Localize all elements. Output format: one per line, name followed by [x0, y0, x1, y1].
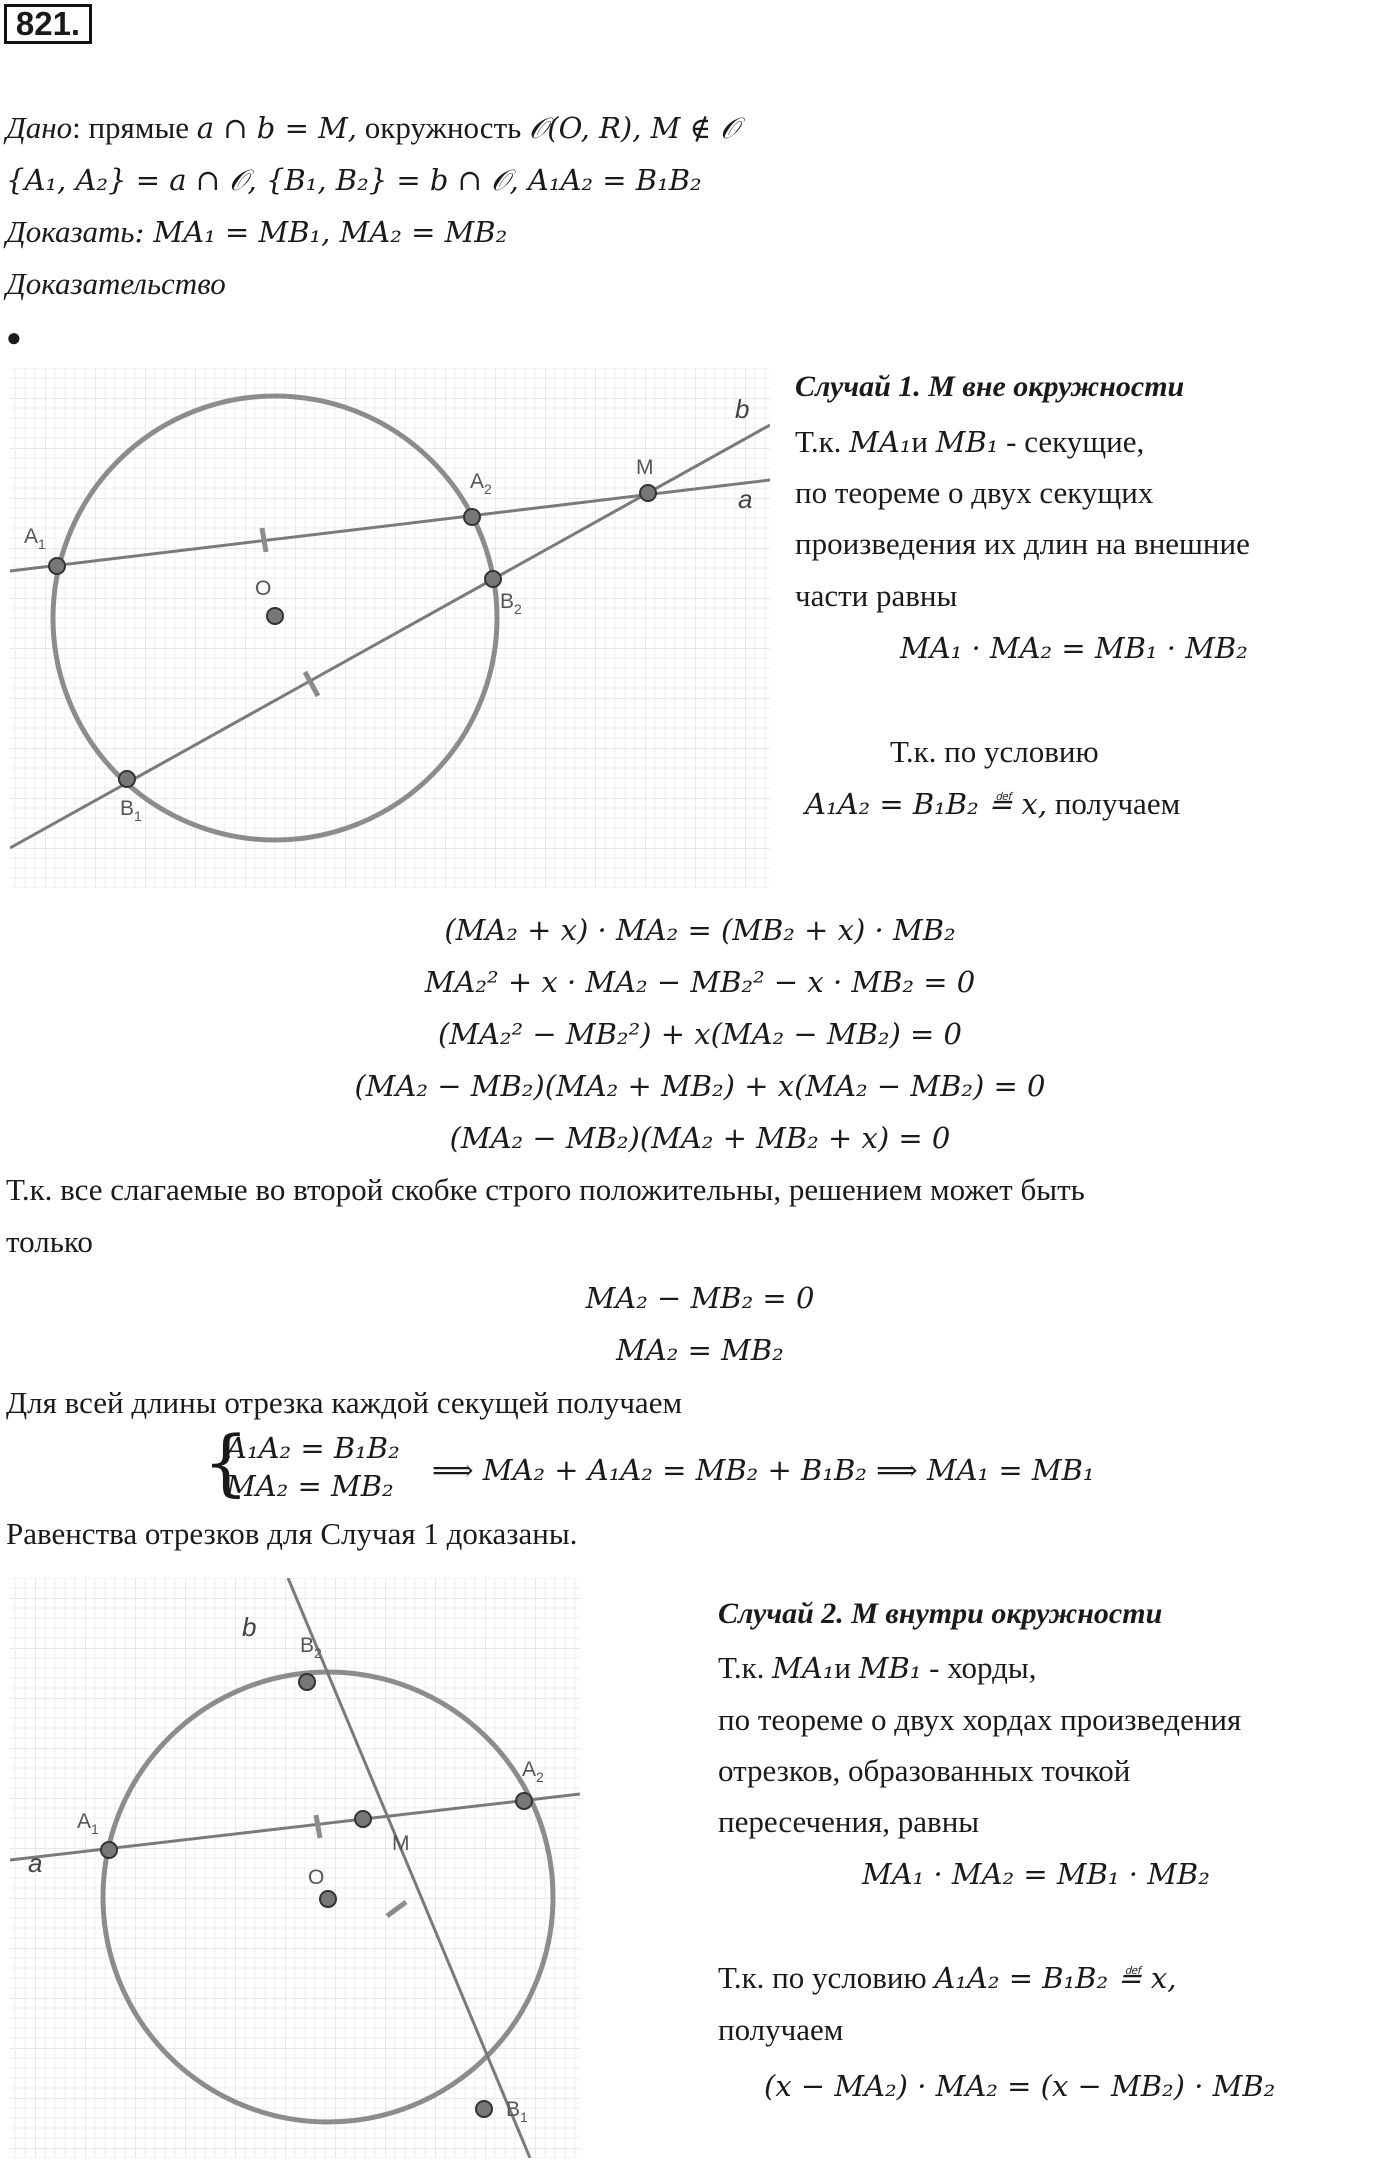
point-b1-2 — [476, 2101, 492, 2117]
label-b1: $B_1$ — [120, 797, 142, 824]
case2-line-3: отрезков, образованных точкой — [718, 1753, 1131, 1788]
system-brace: { — [203, 1420, 249, 1504]
case2-eq-2: A₁A₂ = B₁B₂ ≝ x, — [934, 1961, 1177, 1995]
point-a2-2 — [516, 1793, 532, 1809]
label-line-b: b — [735, 394, 750, 424]
derivation-line-3: (MA₂² − MB₂²) + x(MA₂ − MB₂) = 0 — [437, 1017, 963, 1051]
point-m — [640, 485, 656, 501]
note-2: Для всей длины отрезка каждой секущей получаем — [6, 1385, 683, 1420]
case2-line-6: получаем — [718, 2012, 844, 2047]
case1-l6: получаем — [1047, 786, 1181, 821]
system-row-1: A₁A₂ = B₁B₂ — [226, 1431, 400, 1465]
label-b2-2: $B_2$ — [300, 1634, 322, 1661]
label-o: O — [255, 577, 272, 600]
given-label: Дано — [6, 110, 73, 145]
label-b1-2: $B_1$ — [506, 2098, 528, 2125]
case2-l1m: MA₁ — [772, 1651, 835, 1685]
case2-eq-1: MA₁ · MA₂ = MB₁ · MB₂ — [862, 1857, 1210, 1891]
label-a1-2: $A_1$ — [77, 1810, 99, 1837]
point-b1 — [119, 771, 135, 787]
prove-line — [6, 212, 507, 252]
point-o-2 — [320, 1891, 336, 1907]
point-a1-2 — [101, 1842, 117, 1858]
label-m-2: M — [392, 1832, 410, 1855]
system-row-2: MA₂ = MB₂ — [226, 1469, 394, 1503]
case2-l1c: - хорды, — [921, 1650, 1037, 1685]
given-line-2: {A₁, A₂} = a ∩ 𝒪, {B₁, B₂} = b ∩ 𝒪, A₁A₂ = B₁B₂ — [6, 163, 702, 197]
label-m: M — [636, 456, 654, 479]
case1-l1m2: MB₁ — [935, 425, 999, 459]
case1-l1m: MA₁ — [849, 425, 912, 459]
bullet: ● — [6, 323, 22, 352]
conclusion-1: Равенства отрезков для Случая 1 доказаны. — [6, 1516, 578, 1551]
case2-l5: Т.к. по условию — [718, 1960, 935, 1995]
case2-title: Случай 2. М внутри окружности — [718, 1597, 1163, 1630]
case2-l1a: Т.к. — [718, 1650, 773, 1685]
case1-line-4: части равны — [795, 578, 958, 613]
given-math-2: 𝒪(O, R), M ∉ 𝒪 — [529, 111, 739, 145]
solution-line-1: MA₂ − MB₂ = 0 — [585, 1281, 815, 1315]
derivation-line-5: (MA₂ − MB₂)(MA₂ + MB₂ + x) = 0 — [449, 1121, 951, 1155]
case1-line-2: по теореме о двух секущих — [795, 475, 1154, 510]
solution-line-2: MA₂ = MB₂ — [616, 1333, 784, 1367]
case2-l1m2: MB₁ — [858, 1651, 922, 1685]
point-a1 — [49, 558, 65, 574]
problem-number: 821. — [4, 4, 92, 44]
case1-l1c: - секущие, — [998, 424, 1145, 459]
given-text-2: окружность — [357, 110, 529, 145]
case2-line-4: пересечения, равны — [718, 1804, 980, 1839]
point-b2 — [485, 571, 501, 587]
derivation-line-2: MA₂² + x · MA₂ − MB₂² − x · MB₂ = 0 — [424, 965, 976, 999]
case1-line-6 — [805, 784, 1180, 824]
case1-l1b: и — [911, 424, 936, 459]
case2-line-5 — [718, 1958, 1176, 1998]
given-math-1: a ∩ b = M, — [196, 111, 358, 145]
label-line-b-2: b — [242, 1612, 257, 1642]
case1-title: Случай 1. М вне окружности — [795, 370, 1185, 403]
label-a1: $A_1$ — [24, 525, 46, 552]
case1-line-5: Т.к. по условию — [890, 734, 1099, 769]
given-line-1 — [6, 108, 739, 148]
label-a2: $A_2$ — [470, 470, 492, 497]
case2-l1b: и — [834, 1650, 859, 1685]
label-o-2: O — [308, 1866, 325, 1889]
note-1b: только — [6, 1224, 93, 1259]
case1-eq-2: A₁A₂ = B₁B₂ ≝ x, — [805, 787, 1048, 821]
given-text-1: : прямые — [72, 110, 197, 145]
proof-label: Доказательство — [6, 266, 226, 301]
point-a2 — [464, 509, 480, 525]
derivation-line-1: (MA₂ + x) · MA₂ = (MB₂ + x) · MB₂ — [444, 913, 956, 947]
point-o — [267, 608, 283, 624]
prove-math: : MA₁ = MB₁, MA₂ = MB₂ — [134, 215, 508, 249]
point-b2-2 — [299, 1674, 315, 1690]
case1-l1a: Т.к. — [795, 424, 850, 459]
prove-label: Доказать — [6, 214, 135, 249]
case1-line-1 — [795, 422, 1144, 462]
point-m-2 — [355, 1811, 371, 1827]
case1-figure — [10, 368, 770, 888]
note-1: Т.к. все слагаемые во второй скобке строго положительны, решением может быть — [6, 1172, 1085, 1207]
label-line-a: a — [738, 484, 753, 514]
derivation-line-4: (MA₂ − MB₂)(MA₂ + MB₂) + x(MA₂ − MB₂) = 0 — [354, 1069, 1046, 1103]
system-rest: ⟹ MA₂ + A₁A₂ = MB₂ + B₁B₂ ⟹ MA₁ = MB₁ — [432, 1453, 1095, 1487]
label-b2: $B_2$ — [500, 590, 522, 617]
case2-eq-3: (x − MA₂) · MA₂ = (x − MB₂) · MB₂ — [764, 2069, 1276, 2103]
case1-eq-1: MA₁ · MA₂ = MB₁ · MB₂ — [900, 631, 1248, 665]
case2-figure — [10, 1578, 580, 2158]
case2-line-1 — [718, 1648, 1037, 1688]
case1-line-3: произведения их длин на внешние — [795, 526, 1250, 561]
label-line-a-2: a — [28, 1848, 43, 1878]
case2-line-2: по теореме о двух хордах произведения — [718, 1702, 1242, 1737]
label-a2-2: $A_2$ — [522, 1758, 544, 1785]
